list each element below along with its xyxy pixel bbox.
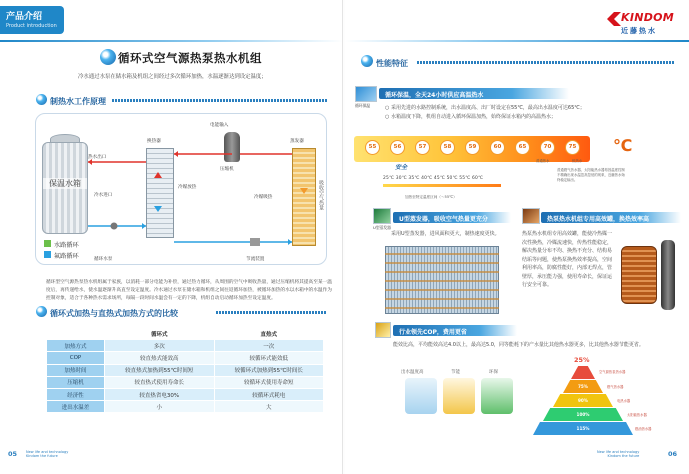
table-row xyxy=(47,376,324,388)
section-bullet-icon xyxy=(36,306,47,317)
air-heat-label: 吸收空气热量 xyxy=(318,180,324,210)
icon-label: 节能 xyxy=(451,370,460,375)
comparison-note: 普通燃气热水器、太阳能热水器易因温度控制不精确出现水温忽高忽低的现象，近藤热水始终稳定输出。 xyxy=(557,168,625,183)
cell-direct: 较循环式使用寿命短 xyxy=(214,376,324,388)
section-bullet-icon xyxy=(361,55,373,67)
thermometer-icon xyxy=(405,378,437,414)
evaporator-thumbnail xyxy=(373,208,391,224)
row-label: 进出水温差 xyxy=(47,401,105,413)
row-label: 加热方式 xyxy=(47,340,105,352)
table-row xyxy=(47,352,324,364)
s4-title-bar: 行业领先COP，费用更省 xyxy=(393,325,517,336)
icon-label: 环保 xyxy=(489,370,498,375)
product-title: 循环式空气源热泵热水机组 xyxy=(118,51,262,65)
s1-item-2: ○ 水箱温度下降，机组自动进入循环保温加热，始终保证水箱内的高温热水； xyxy=(385,114,556,120)
section-bullet-icon xyxy=(36,94,47,105)
footer-line: Kindom the future xyxy=(607,454,640,458)
pyramid-side-label: 电热水器 xyxy=(617,399,631,403)
tank-thumbnail xyxy=(522,208,540,224)
feature-title: 性能特征 xyxy=(376,59,408,68)
temp-dot: 57 xyxy=(415,140,430,155)
legend-water-swatch xyxy=(44,240,51,247)
footer-slogan-left xyxy=(26,450,68,458)
pyramid-side-label: 太阳能热水器 xyxy=(627,413,647,417)
comparison-table xyxy=(46,327,324,413)
hot-out-label: 热水出口 xyxy=(88,155,107,160)
header-title: 产品介绍 xyxy=(6,12,43,22)
cop-thumbnail xyxy=(375,322,391,338)
s1-item-1: ○ 采用先进的水路控制系统，出水温度高、出厂时设定在55℃，最高出水温度可达65℃； xyxy=(385,105,585,111)
row-label: 经济性 xyxy=(47,388,105,400)
temp-dot: 58 xyxy=(440,140,455,155)
cell-circulating: 小 xyxy=(105,401,215,413)
s3-text: 热泵热水机组专用高效罐，能使冷热媒一次性换热，冷媒流速快，传热性能稳定，解决热量分布不均、换热不充分、结构易结垢等问题，使热泵换热效率提高，空间利用率高，防腐性能好，内部无焊点，管壁厚，承压能力强，使用寿命长，保证运行安全可靠。 xyxy=(522,231,613,288)
evaporator-caption: U型蒸发器 xyxy=(373,225,391,230)
cell-direct: 大 xyxy=(214,401,324,413)
temperature-tick-bar xyxy=(383,184,501,187)
coil-exchanger-image xyxy=(621,246,657,304)
icon-label: 出水温度高 xyxy=(401,370,424,375)
temp-dot: 60 xyxy=(490,140,505,155)
cell-direct: 一次 xyxy=(214,340,324,352)
temp-dot: 59 xyxy=(465,140,480,155)
pyramid-side-label: 燃油热水器 xyxy=(635,427,652,431)
legend-refrigerant-swatch xyxy=(44,251,51,258)
table-header-cell: 直热式 xyxy=(214,328,324,340)
cell-circulating: 较直热式能效高 xyxy=(105,352,215,364)
cell-direct: 较循环式耗电 xyxy=(214,388,324,400)
coil-core-image xyxy=(661,240,675,310)
s2-text: 采用U型蒸发器，进风面积更大，制热速度更快。 xyxy=(391,231,500,237)
working-principle-diagram xyxy=(35,113,327,265)
table-header-cell xyxy=(47,328,105,340)
constant-water-label: 恒热水 xyxy=(572,159,583,163)
tank-label: 保温水箱 xyxy=(43,178,87,189)
section-rule xyxy=(417,61,675,64)
energy-bulb-icon xyxy=(443,378,475,414)
u-evaporator-pipes xyxy=(385,246,499,314)
logo-wordmark: KINDOM xyxy=(621,11,675,24)
table-row xyxy=(47,401,324,413)
cell-circulating: 较直热式加热到55℃时间短 xyxy=(105,364,215,376)
temp-dot: 55 xyxy=(365,140,380,155)
pyramid-side-label: 空气源热泵热水器 xyxy=(599,370,626,374)
temp-dot: 75 xyxy=(565,140,580,155)
throttle-label: 节流装置 xyxy=(246,257,265,262)
s4-text: 能效比高，平均能效高达4.0以上，最高达5.0，同等能耗下的产水量比其他热水器更多，比其他热水器节能更省。 xyxy=(393,342,644,348)
pyramid-percent: 100% xyxy=(576,412,590,417)
title-bullet-icon xyxy=(100,49,116,65)
logo-cn: 近藤热水 xyxy=(621,27,657,35)
temperature-ticks: 25℃ 30℃ 35℃ 40℃ 45℃ 50℃ 55℃ 60℃ xyxy=(383,176,484,181)
hx-label: 换热器 xyxy=(147,139,161,144)
row-label: COP xyxy=(47,352,105,364)
table-row xyxy=(47,388,324,400)
page-number-left: 05 xyxy=(8,450,18,458)
header-divider xyxy=(345,40,689,42)
description-paragraph: 循环型空气源热泵热水机组属于家族，以消耗一部分电能为补偿，通过热力循环，从周围的空气中吸收热量，通过压缩机将其提高至某一温度后，再传递给水，使水温逐渐升高直至设定温度。冷水通过水泵在储水箱和机组之间往返循环加热，被循环加热的水以水箱中的水温作为控制对象，适合于各种热水需求场所，每隔一段时间水温会有一定的下降，机组自动启动循环加热至设定温度。 xyxy=(46,280,332,301)
diagram-section-title: 制热水工作原理 xyxy=(50,97,106,106)
footer-slogan-right xyxy=(597,450,639,458)
s2-title-bar: U型蒸发器，吸收空气热量更充分 xyxy=(393,212,511,223)
header-divider xyxy=(0,40,343,42)
cell-direct: 较循环式能效低 xyxy=(214,352,324,364)
safe-label: 安全 xyxy=(395,164,408,171)
table-header-cell: 循环式 xyxy=(105,328,215,340)
s3-title-bar: 热泵热水机组专用高效罐，换热效率高 xyxy=(541,212,681,223)
cell-direct: 较循环式加热到55℃时间长 xyxy=(214,364,324,376)
pyramid-percent: 90% xyxy=(577,398,589,403)
flow-lines xyxy=(36,114,328,266)
s1-title-bar: 循环保温，全天24小时供应高温热水 xyxy=(379,88,569,99)
table-header-row xyxy=(47,328,324,340)
brand-logo xyxy=(607,10,681,38)
left-page xyxy=(0,0,343,474)
section-rule xyxy=(216,311,327,314)
circulation-thumbnail xyxy=(355,86,377,102)
release-label: 冷媒放热 xyxy=(178,185,197,190)
row-label: 加热时间 xyxy=(47,364,105,376)
pyramid-top-percent: 25% xyxy=(574,356,590,364)
cell-circulating: 较直热式使用寿命长 xyxy=(105,376,215,388)
s1-item-2-text: 水箱温度下降，机组自动进入循环保温加热，始终保证水箱内的高温热水； xyxy=(390,114,556,120)
header-tab xyxy=(0,6,64,34)
celsius-unit: ℃ xyxy=(613,136,633,155)
normal-water-label: 普通热水 xyxy=(536,159,550,163)
footer-line: Kindom the future xyxy=(26,454,58,458)
absorb-label: 冷媒吸热 xyxy=(254,195,273,200)
temperature-note: 加热至特定温度区间（～55℃） xyxy=(405,195,457,199)
circulation-caption: 循环保温 xyxy=(355,103,371,108)
pyramid-layer xyxy=(571,366,595,379)
page-number-right: 06 xyxy=(668,450,678,458)
temp-dot: 56 xyxy=(390,140,405,155)
table-section-title: 循环式加热与直热式加热方式的比较 xyxy=(50,309,178,318)
table-row xyxy=(47,340,324,352)
temp-dot: 65 xyxy=(515,140,530,155)
compressor-label: 压缩机 xyxy=(220,167,234,172)
right-page xyxy=(345,0,689,474)
table-row xyxy=(47,364,324,376)
pyramid-side-label: 燃气热水器 xyxy=(607,385,624,389)
pyramid-percent: 75% xyxy=(577,384,589,389)
logo-mark-icon xyxy=(607,12,621,26)
pyramid-percent: 115% xyxy=(576,426,590,431)
s1-item-1-text: 采用先进的水路控制系统，出水温度高、出厂时设定在55℃，最高出水温度可达65℃； xyxy=(390,105,585,111)
legend-water-label: 水路循环 xyxy=(54,242,79,249)
pump-label: 循环水泵 xyxy=(94,257,113,262)
power-input-label: 电能输入 xyxy=(210,123,229,128)
row-label: 压缩机 xyxy=(47,376,105,388)
header-subtitle: Product introduction xyxy=(6,23,57,29)
section-rule xyxy=(112,99,327,102)
eco-leaf-icon xyxy=(481,378,513,414)
footer-line: New life and technology xyxy=(26,450,69,454)
footer-line: New life and technology xyxy=(597,450,640,454)
product-subtitle: 冷水通过水泵在储水箱及机组之间经过多次循环加热，水温逐渐达到设定温度； xyxy=(78,74,267,80)
cell-circulating: 多次 xyxy=(105,340,215,352)
legend-refrigerant-label: 氟路循环 xyxy=(54,253,79,260)
cold-in-label: 冷水进口 xyxy=(94,193,113,198)
evaporator-label: 蒸发器 xyxy=(290,139,304,144)
temp-dot: 70 xyxy=(540,140,555,155)
cell-circulating: 较直热省电30% xyxy=(105,388,215,400)
